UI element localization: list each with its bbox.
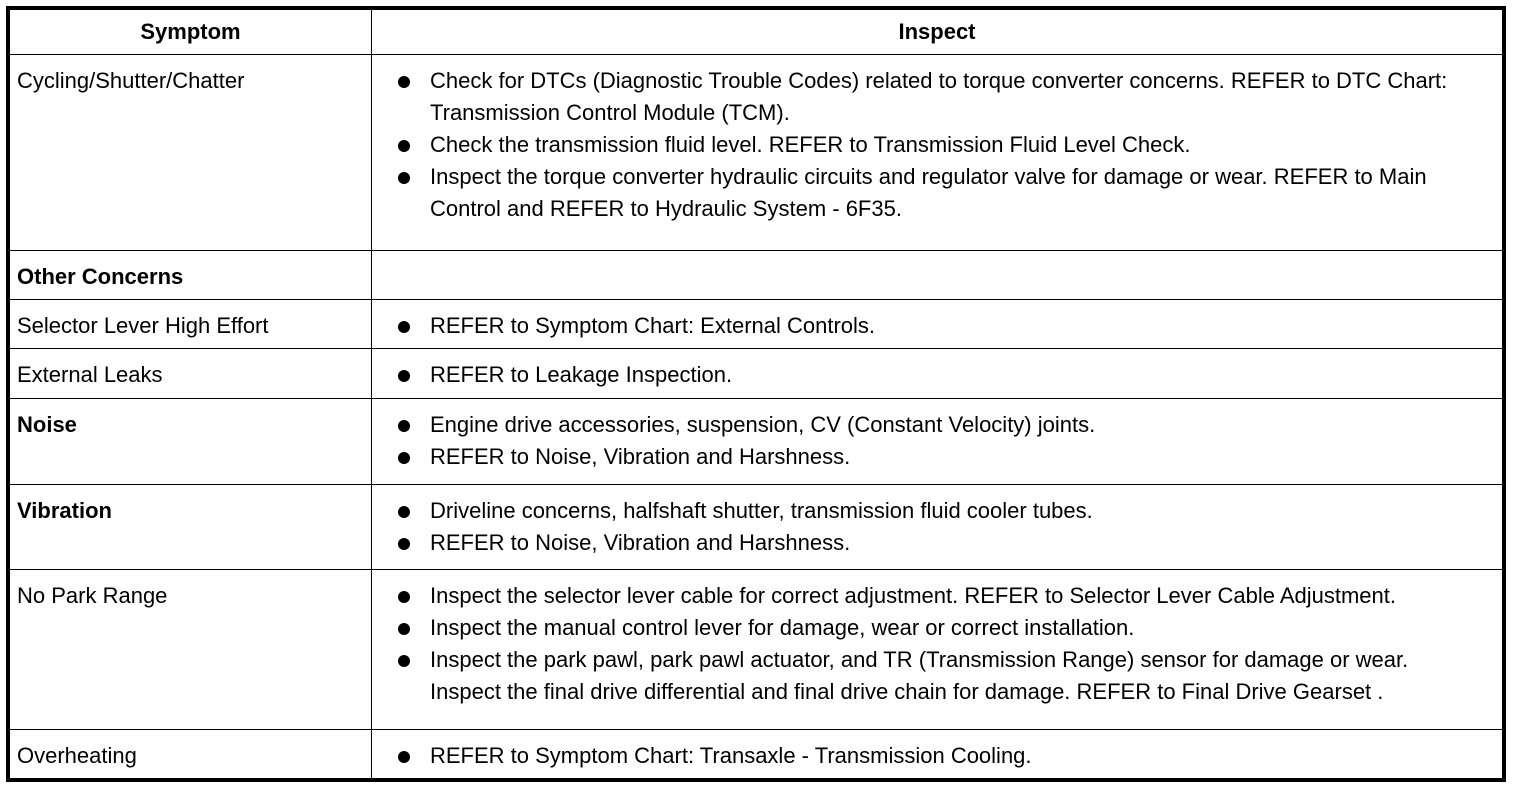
inspect-list xyxy=(397,495,1482,559)
list-item xyxy=(397,580,1482,612)
bullet-icon xyxy=(398,370,410,382)
list-item-text: Inspect the torque converter hydraulic circuits and regulator valve for damage or wear. REFER to Main Control and REFER to Hydraulic System - 6F35. xyxy=(430,164,1427,221)
list-item-text: REFER to Noise, Vibration and Harshness. xyxy=(430,529,851,555)
inspect-cell xyxy=(372,398,1503,484)
inspect-list xyxy=(397,359,1482,391)
list-item-text: REFER to Symptom Chart: Transaxle - Transmission Cooling. xyxy=(430,742,1032,768)
list-item-text: Check for DTCs (Diagnostic Trouble Codes) related to torque converter concerns. REFER to DTC Chart: Transmission Control Module (TCM). xyxy=(430,68,1448,125)
list-item xyxy=(397,409,1482,441)
inspect-list xyxy=(397,65,1482,225)
list-item xyxy=(397,740,1482,772)
bullet-icon xyxy=(398,591,410,603)
inspect-cell xyxy=(372,570,1503,729)
inspect-cell xyxy=(372,349,1503,398)
bullet-icon xyxy=(398,172,410,184)
list-item-text: REFER to Noise, Vibration and Harshness. xyxy=(430,443,851,469)
inspect-cell xyxy=(372,484,1503,570)
table-row xyxy=(10,398,1503,484)
symptom-cell: Vibration xyxy=(10,484,372,570)
header-inspect: Inspect xyxy=(372,10,1503,55)
bullet-icon xyxy=(398,140,410,152)
inspect-list xyxy=(397,409,1482,473)
list-item xyxy=(397,310,1482,342)
inspect-cell xyxy=(372,729,1503,778)
inspect-cell xyxy=(372,300,1503,349)
list-item xyxy=(397,612,1482,644)
list-item xyxy=(397,359,1482,391)
bullet-icon xyxy=(398,655,410,667)
table-row xyxy=(10,570,1503,729)
list-item xyxy=(397,129,1482,161)
symptom-cell: Cycling/Shutter/Chatter xyxy=(10,55,372,251)
header-symptom: Symptom xyxy=(10,10,372,55)
list-item xyxy=(397,644,1482,708)
symptom-cell: No Park Range xyxy=(10,570,372,729)
list-item xyxy=(397,65,1482,129)
inspect-cell xyxy=(372,250,1503,299)
list-item-text: REFER to Leakage Inspection. xyxy=(430,362,733,388)
bullet-icon xyxy=(398,538,410,550)
list-item-text: Inspect the park pawl, park pawl actuator, and TR (Transmission Range) sensor for damage or wear. Inspect the final drive differential and final drive chain for damage. REFER to Final Drive Gearset . xyxy=(430,647,1409,705)
bullet-icon xyxy=(398,321,410,333)
inspect-cell xyxy=(372,55,1503,251)
list-item-text: Engine drive accessories, suspension, CV (Constant Velocity) joints. xyxy=(430,411,1096,437)
symptom-table xyxy=(9,9,1503,779)
inspect-list xyxy=(397,580,1482,708)
bullet-icon xyxy=(398,623,410,635)
inspect-list xyxy=(397,740,1482,772)
list-item xyxy=(397,441,1482,473)
bullet-icon xyxy=(398,76,410,88)
symptom-cell: Noise xyxy=(10,398,372,484)
bullet-icon xyxy=(398,751,410,763)
bullet-icon xyxy=(398,452,410,464)
list-item-text: REFER to Symptom Chart: External Controls. xyxy=(430,313,876,339)
symptom-table-frame xyxy=(6,6,1506,782)
table-row xyxy=(10,55,1503,251)
symptom-cell: External Leaks xyxy=(10,349,372,398)
table-row xyxy=(10,729,1503,778)
table-row xyxy=(10,349,1503,398)
symptom-cell: Overheating xyxy=(10,729,372,778)
list-item-text: Inspect the selector lever cable for correct adjustment. REFER to Selector Lever Cable Adjustment. xyxy=(430,583,1397,609)
symptom-cell: Selector Lever High Effort xyxy=(10,300,372,349)
list-item-text: Driveline concerns, halfshaft shutter, transmission fluid cooler tubes. xyxy=(430,497,1093,523)
inspect-list xyxy=(397,310,1482,342)
bullet-icon xyxy=(398,420,410,432)
list-item-text: Check the transmission fluid level. REFER to Transmission Fluid Level Check. xyxy=(430,132,1191,157)
list-item-text: Inspect the manual control lever for damage, wear or correct installation. xyxy=(430,615,1135,641)
symptom-cell: Other Concerns xyxy=(10,250,372,299)
bullet-icon xyxy=(398,506,410,518)
list-item xyxy=(397,495,1482,527)
table-row xyxy=(10,250,1503,299)
list-item xyxy=(397,161,1482,225)
table-row xyxy=(10,300,1503,349)
list-item xyxy=(397,527,1482,559)
table-header-row xyxy=(10,10,1503,55)
table-row xyxy=(10,484,1503,570)
table-body xyxy=(10,55,1503,779)
